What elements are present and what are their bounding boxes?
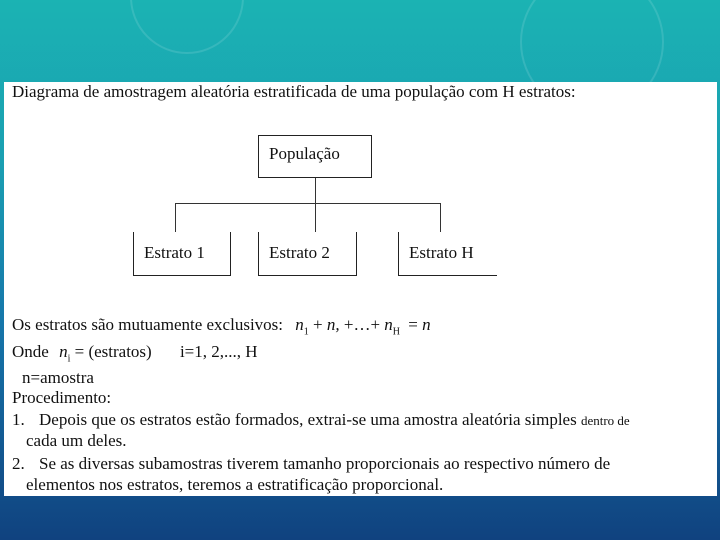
step-2: 2. Se as diversas subamostras tiverem tamanho proporcionais ao respectivo número de xyxy=(12,454,611,473)
strata-sum-formula: $n_1 + n$, +…+ $n_H = n$ xyxy=(295,315,431,338)
connector-line xyxy=(315,203,316,233)
stratum-box-1 xyxy=(133,232,231,276)
stratum-box-h xyxy=(398,232,497,276)
connector-line xyxy=(315,178,316,204)
step-1-continued: cada um deles. xyxy=(26,431,127,450)
slide-content xyxy=(4,82,717,496)
connector-line xyxy=(175,203,176,233)
background-decoration xyxy=(130,0,244,54)
where-line: Onde $n_i$ = (estratos) i=1, 2,..., H xyxy=(12,342,258,365)
step-2-continued: elementos nos estratos, teremos a estratificação proporcional. xyxy=(26,475,444,494)
stratum-label: Estrato 1 xyxy=(144,243,205,262)
sample-line: n=amostra xyxy=(22,368,94,387)
stratum-label: Estrato 2 xyxy=(269,243,330,262)
step-1: 1. Depois que os estratos estão formados, extrai-se uma amostra aleatória simples dentro de xyxy=(12,410,630,429)
connector-line xyxy=(175,203,441,204)
stratum-box-2 xyxy=(258,232,357,276)
population-label: População xyxy=(269,144,340,163)
procedure-label: Procedimento: xyxy=(12,388,112,407)
exclusive-text: Os estratos são mutuamente exclusivos: xyxy=(12,315,284,334)
population-box xyxy=(258,135,372,178)
connector-line xyxy=(440,203,441,233)
stratum-label: Estrato H xyxy=(409,243,474,262)
exclusive-statement xyxy=(12,315,431,337)
diagram-title: Diagrama de amostragem aleatória estratificada de uma população com H estratos: xyxy=(12,82,576,101)
